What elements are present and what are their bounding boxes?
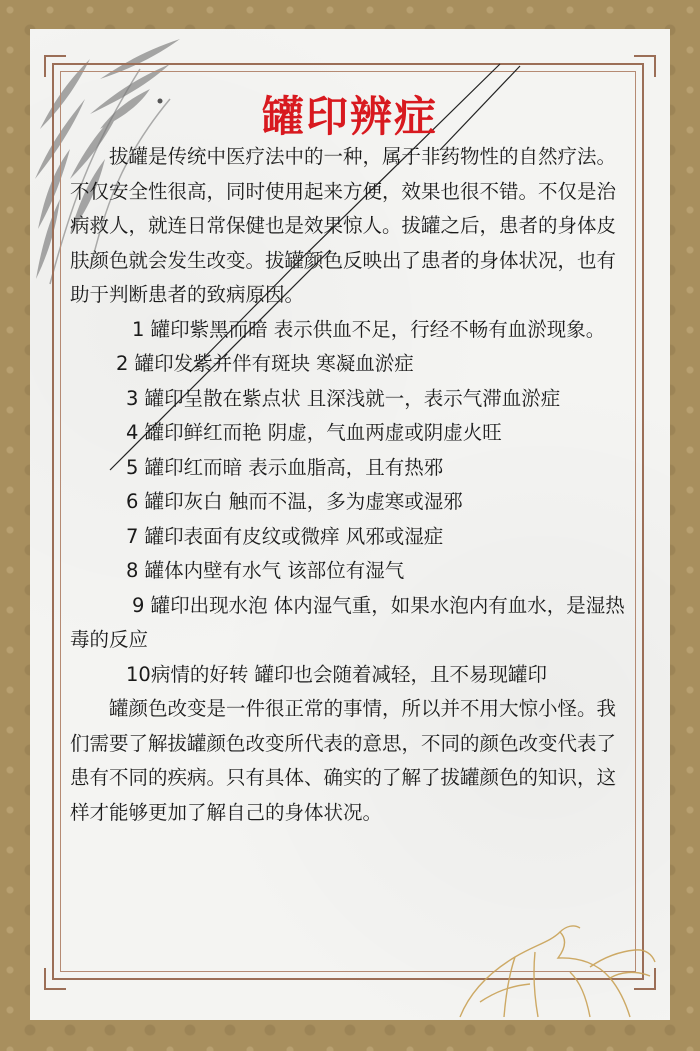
article-body [70,140,635,830]
intro-paragraph: 拔罐是传统中医疗法中的一种，属于非药物性的自然疗法。不仅安全性很高，同时使用起来方便，效果也很不错。不仅是治病救人，就连日常保健也是效果惊人。拔罐之后，患者的身体皮肤颜色就会发生改变。拔罐颜色反映出了患者的身体状况，也有助于判断患者的致病原因。 [70,145,617,306]
page-title: 罐印辨症 [261,92,438,141]
list-item: 5 罐印红而暗 表示血脂高，且有热邪 [126,455,444,479]
list-item: 2 罐印发紫并伴有斑块 寒凝血淤症 [116,352,414,375]
list-item: 7 罐印表面有皮纹或微痒 风邪或湿症 [126,524,444,548]
list-item: 1 罐印紫黑而暗 表示供血不足，行经不畅有血淤现象。 [132,317,606,341]
list-item: 6 罐印灰白 触而不温，多为虚寒或湿邪 [126,490,463,513]
list-item: 9 罐印出现水泡 体内湿气重，如果水泡内有血水，是湿热毒的反应 [70,593,625,651]
list-item: 10病情的好转 罐印也会随着减轻，且不易现罐印 [126,662,548,686]
list-item: 4 罐印鲜红而艳 阴虚，气血两虚或阴虚火旺 [126,421,502,444]
outro-paragraph: 罐颜色改变是一件很正常的事情，所以并不用大惊小怪。我们需要了解拔罐颜色改变所代表的意思，不同的颜色改变代表了患有不同的疾病。只有具体、确实的了解了拔罐颜色的知识，这样才能够更加了解自己的身体状况。 [70,697,617,824]
list-item: 3 罐印呈散在紫点状 且深浅就一，表示气滞血淤症 [126,386,561,410]
list-item: 8 罐体内壁有水气 该部位有湿气 [126,559,405,582]
